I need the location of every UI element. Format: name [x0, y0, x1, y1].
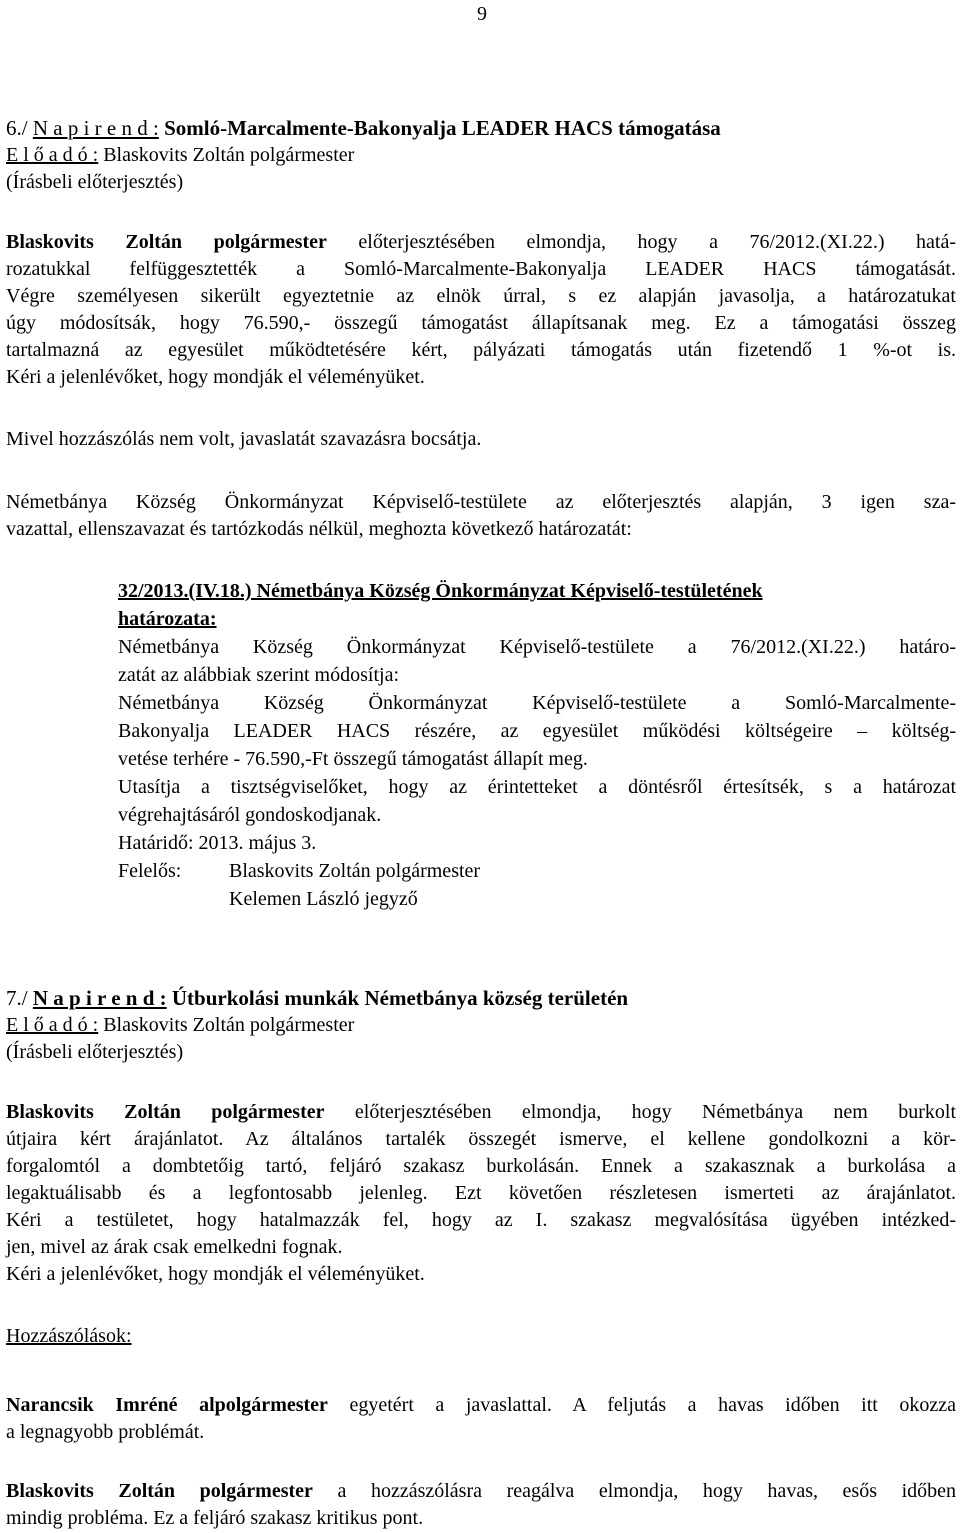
- item7-header: [6, 985, 956, 1066]
- item7-p1-line-6: jen, mivel az árak csak emelkedni fognak.: [6, 1236, 343, 1258]
- item7-paragraph-1: [6, 1099, 956, 1288]
- resolution-responsible-label: Felelős:: [118, 860, 182, 882]
- item7-c1-line-2: a legnagyobb problémát.: [6, 1421, 205, 1443]
- resolution-heading-2: [118, 606, 956, 634]
- item7-c2-speaker: Blaskovits Zoltán polgármester: [6, 1480, 313, 1502]
- item6-p1-line-6: Kéri a jelenlévőket, hogy mondják el véleményüket.: [6, 366, 425, 388]
- item6-p1-line-2: rozatukkal felfüggesztették a Somló-Marcalmente-Bakonyalja LEADER HACS támogatását.: [6, 258, 956, 280]
- item7-p1-line-4: legaktuálisabb és a legfontosabb jelenleg. Ezt követően részletesen ismerteti az árajánlatot.: [6, 1182, 956, 1204]
- resolution-block: [118, 578, 956, 914]
- resolution-responsible-1: Felelős: Blaskovits Zoltán polgármester: [118, 858, 956, 886]
- item7-c2-line-1: Blaskovits Zoltán polgármester a hozzászólásra reagálva elmondja, hogy havas, esős időben: [6, 1480, 956, 1502]
- item7-p1-line-2: útjaira kért árajánlatot. Az általános tartalék összegét ismerve, el kellene gondolkozni a kör-: [6, 1128, 956, 1150]
- item6-p3-line-1: Németbánya Község Önkormányzat Képviselő-testülete az előterjesztés alapján, 3 igen sza-: [6, 491, 956, 513]
- resolution-heading: [118, 578, 956, 606]
- item6-submission-note: (Írásbeli előterjesztés): [6, 171, 184, 193]
- item6-p2-line: Mivel hozzászólás nem volt, javaslatát szavazásra bocsátja.: [6, 428, 482, 450]
- item6-paragraph-3: [6, 489, 956, 543]
- resolution-line-2: zatát az alábbiak szerint módosítja:: [118, 664, 399, 686]
- item7-p1-line-1: Blaskovits Zoltán polgármester előterjesztésében elmondja, hogy Németbánya nem burkolt: [6, 1101, 956, 1123]
- resolution-line-4: Bakonyalja LEADER HACS részére, az egyesület működési költségeire – költség-: [118, 720, 956, 742]
- item6-title-line: [6, 115, 956, 142]
- item7-c1-line-1: Narancsik Imréné alpolgármester egyetért a javaslattal. A feljutás a havas időben itt okozza: [6, 1394, 956, 1416]
- item7-submission-note: (Írásbeli előterjesztés): [6, 1041, 184, 1063]
- resolution-deadline: Határidő: 2013. május 3.: [118, 832, 317, 854]
- item7-presenter-line: [6, 1012, 956, 1039]
- item6-number: 6./: [6, 116, 28, 140]
- resolution-heading-text: 32/2013.(IV.18.) Németbánya Község Önkormányzat Képviselő-testületének: [118, 580, 763, 602]
- item6-paragraph-1: [6, 229, 956, 391]
- item7-comment-1: [6, 1392, 956, 1446]
- item6-p1-line-4: úgy módosítsák, hogy 76.590,- összegű támogatást állapítsanak meg. Ez a támogatási összeg: [6, 312, 956, 334]
- item7-comments-label: Hozzászólások:: [6, 1325, 132, 1347]
- item6-p1-line-1: Blaskovits Zoltán polgármester előterjesztésében elmondja, hogy a 76/2012.(XI.22.) hatá-: [6, 231, 956, 253]
- resolution-line-7: végrehajtásáról gondoskodjanak.: [118, 804, 382, 826]
- page-number: 9: [477, 3, 487, 25]
- item6-title: Somló-Marcalmente-Bakonyalja LEADER HACS támogatása: [164, 116, 721, 140]
- item7-comments-section: [6, 1323, 956, 1350]
- item7-p1-line-7: Kéri a jelenlévőket, hogy mondják el véleményüket.: [6, 1263, 425, 1285]
- item6-paragraph-2: [6, 426, 956, 453]
- item6-agenda-label: N a p i r e n d :: [32, 116, 159, 140]
- item7-title-line: [6, 985, 956, 1012]
- item7-p1-speaker: Blaskovits Zoltán polgármester: [6, 1101, 325, 1123]
- item6-p1-speaker: Blaskovits Zoltán polgármester: [6, 231, 327, 253]
- item6-presenter-line: [6, 142, 956, 169]
- item7-c1-speaker: Narancsik Imréné alpolgármester: [6, 1394, 328, 1416]
- item7-c2-line-2: mindig probléma. Ez a feljáró szakasz kritikus pont.: [6, 1507, 424, 1529]
- resolution-line-5: vetése terhére - 76.590,-Ft összegű támogatást állapít meg.: [118, 748, 588, 770]
- item7-presenter: Blaskovits Zoltán polgármester: [103, 1014, 355, 1036]
- resolution-heading-text-2: határozata:: [118, 608, 217, 630]
- item6-p1-line-3: Végre személyesen sikerült egyeztetnie az elnök úrral, s ez alapján javasolja, a határozatukat: [6, 285, 956, 307]
- item6-p3-line-2: vazattal, ellenszavazat és tartózkodás nélkül, meghozta következő határozatát:: [6, 518, 632, 540]
- resolution-line-1: Németbánya Község Önkormányzat Képviselő-testülete a 76/2012.(XI.22.) határo-: [118, 636, 956, 658]
- item6-presenter-label: E l ő a d ó :: [6, 144, 99, 166]
- item6-p1-line-5: tartalmazná az egyesület működtetésére kért, pályázati támogatás után fizetendő 1 %-ot is.: [6, 339, 956, 361]
- item6-presenter: Blaskovits Zoltán polgármester: [103, 144, 355, 166]
- resolution-line-3: Németbánya Község Önkormányzat Képviselő-testülete a Somló-Marcalmente-: [118, 692, 956, 714]
- item7-p1-line-3: forgalomtól a dombtetőig tartó, feljáró szakasz burkolásán. Ennek a szakasznak a burkolása a: [6, 1155, 956, 1177]
- item7-agenda-label: N a p i r e n d :: [32, 986, 167, 1010]
- item7-presenter-label: E l ő a d ó :: [6, 1014, 99, 1036]
- item6-header: [6, 115, 956, 196]
- resolution-responsible-2: Kelemen László jegyző: [229, 888, 418, 910]
- item7-title: Útburkolási munkák Németbánya község területén: [171, 986, 629, 1010]
- resolution-line-6: Utasítja a tisztségviselőket, hogy az érintetteket a döntésről értesítsék, s a határozat: [118, 776, 956, 798]
- item7-comment-2: [6, 1478, 956, 1532]
- item7-number: 7./: [6, 986, 28, 1010]
- item7-p1-line-5: Kéri a testületet, hogy hatalmazzák fel, hogy az I. szakasz megvalósítása ügyében intézked-: [6, 1209, 956, 1231]
